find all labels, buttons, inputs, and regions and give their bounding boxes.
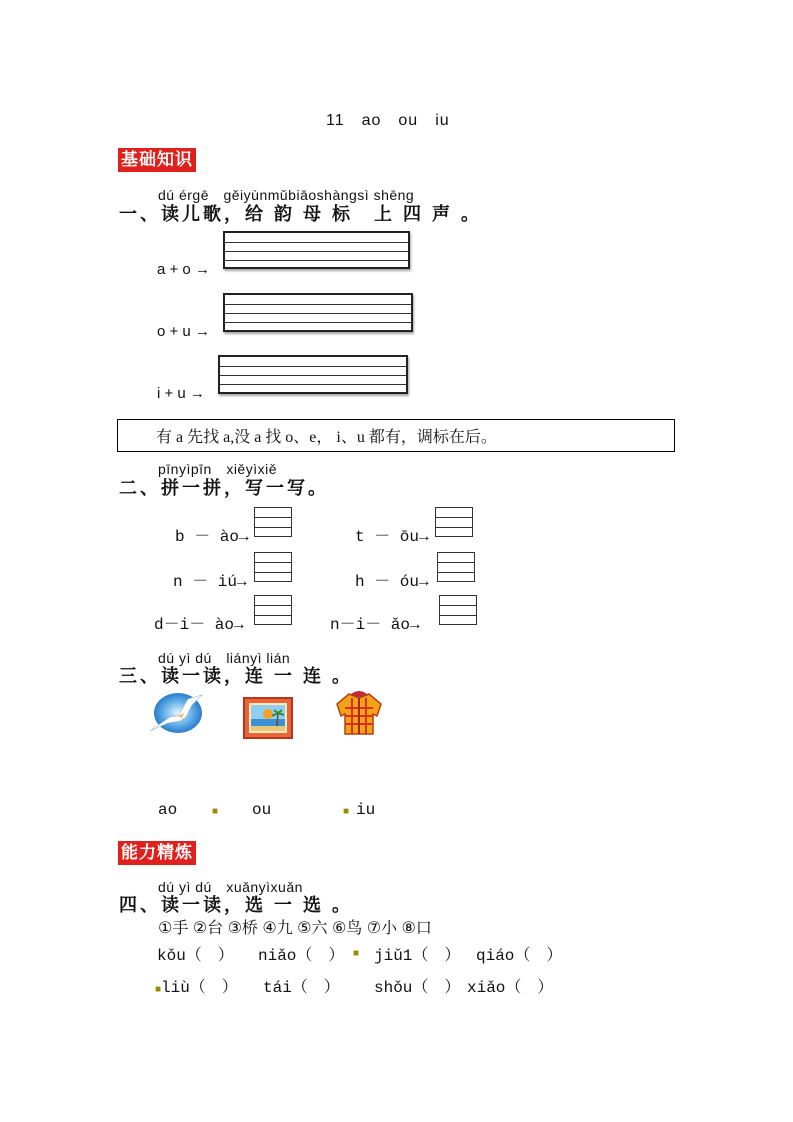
q4-options: ①手 ②台 ③桥 ④九 ⑤六 ⑥鸟 ⑦小 ⑧口	[158, 920, 432, 937]
q2-item-6: n－i－ ǎo→	[330, 616, 420, 634]
q4-blank-2[interactable]: niǎo（ ）	[258, 947, 345, 965]
jacket-icon[interactable]	[333, 690, 385, 738]
q2-answer-box-3[interactable]	[254, 552, 292, 582]
q2-answer-box-5[interactable]	[254, 595, 292, 625]
q4-blank-4[interactable]: qiáo（ ）	[476, 947, 563, 965]
dot-mark: ■	[353, 948, 360, 959]
dot-mark: ■	[155, 984, 162, 995]
q4-blank-6[interactable]: tái（ ）	[263, 979, 340, 997]
q1-writing-staff-2[interactable]	[223, 293, 413, 332]
q2-answer-box-1[interactable]	[254, 507, 292, 537]
picture-frame-icon[interactable]	[243, 697, 293, 739]
q1-pinyin: dú érgē gěiyùnmǔbiāoshàngsì shēng	[158, 187, 415, 203]
tone-rule-box	[117, 419, 675, 452]
q1-writing-staff-1[interactable]	[223, 231, 410, 269]
q3-pinyin: dú yì dú liányì lián	[158, 650, 291, 666]
q3-final-ou[interactable]: ou	[252, 801, 272, 819]
q2-pinyin: pīnyìpīn xiěyìxiě	[158, 461, 277, 477]
q1-formula-2: o + u →	[157, 323, 210, 340]
q3-heading: 三、读一读，连 一 连 。	[119, 666, 354, 686]
q1-formula-1: a + o →	[157, 261, 210, 278]
q1-writing-staff-3[interactable]	[218, 355, 408, 394]
q4-pinyin: dú yì dú xuǎnyìxuǎn	[158, 879, 303, 895]
section-tag-basic: 基础知识	[118, 148, 196, 172]
bird-icon[interactable]	[148, 691, 204, 736]
q2-item-3: n － iú→	[173, 573, 247, 591]
q4-heading: 四、读一读，选 一 选 。	[119, 895, 354, 915]
dot-mark: ■	[343, 806, 350, 817]
tone-rule-text: 有 a 先找 a,没 a 找 o、e， i、u 都有，调标在后。	[156, 429, 497, 446]
q2-item-5: d－i－ ào→	[154, 616, 244, 634]
q4-blank-1[interactable]: kǒu（ ）	[157, 947, 234, 965]
q1-formula-3: i + u →	[157, 385, 205, 402]
q3-final-iu[interactable]: iu	[356, 801, 376, 819]
q4-blank-7[interactable]: shǒu（ ）	[374, 979, 461, 997]
q3-final-ao[interactable]: ao	[158, 801, 178, 819]
q2-answer-box-2[interactable]	[435, 507, 473, 537]
q2-answer-box-6[interactable]	[439, 595, 477, 625]
q1-heading: 一、读儿歌，给 韵 母 标 上 四 声 。	[119, 204, 483, 224]
q2-item-1: b － ào→	[175, 528, 249, 546]
q2-answer-box-4[interactable]	[437, 552, 475, 582]
q4-blank-5[interactable]: liù（ ）	[161, 979, 238, 997]
section-tag-ability: 能力精炼	[118, 841, 196, 865]
q2-heading: 二、拼一拼，写一写。	[119, 478, 329, 498]
q4-blank-3[interactable]: jiǔ1（ ）	[374, 947, 461, 965]
dot-mark: ■	[212, 806, 219, 817]
q4-blank-8[interactable]: xiǎo（ ）	[467, 979, 554, 997]
page-title: 11 ao ou iu	[326, 112, 450, 129]
q2-item-4: h － óu→	[355, 573, 429, 591]
q2-item-2: t － ōu→	[355, 528, 429, 546]
